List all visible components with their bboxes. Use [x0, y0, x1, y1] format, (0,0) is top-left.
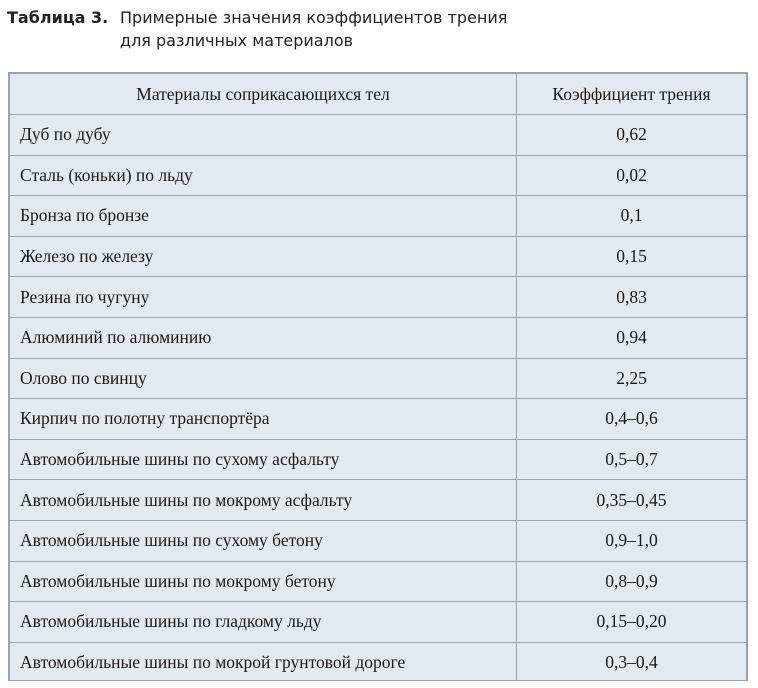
coefficient-cell: 0,15–0,20 — [517, 602, 747, 643]
material-cell: Олово по свинцу — [10, 358, 517, 399]
coefficient-cell: 0,62 — [517, 115, 747, 156]
coefficient-cell: 0,35–0,45 — [517, 480, 747, 521]
coefficient-cell: 0,5–0,7 — [517, 439, 747, 480]
caption-title-line1: Примерные значения коэффициентов трения — [120, 8, 508, 27]
table-row — [10, 520, 747, 561]
coefficient-cell: 0,8–0,9 — [517, 561, 747, 602]
table-row — [10, 480, 747, 521]
coefficient-cell: 0,02 — [517, 155, 747, 196]
material-cell: Автомобильные шины по мокрой грунтовой дороге — [10, 642, 517, 681]
table-row — [10, 358, 747, 399]
caption-title-line2: для различных материалов — [120, 31, 354, 50]
table-row — [10, 196, 747, 237]
coefficient-cell: 0,9–1,0 — [517, 520, 747, 561]
table-row — [10, 155, 747, 196]
material-cell: Резина по чугуну — [10, 277, 517, 318]
header-materials: Материалы соприкасающихся тел — [10, 74, 517, 115]
material-cell: Дуб по дубу — [10, 115, 517, 156]
table-row — [10, 115, 747, 156]
material-cell: Автомобильные шины по мокрому асфальту — [10, 480, 517, 521]
table-body — [10, 115, 747, 682]
table-row — [10, 602, 747, 643]
material-cell: Автомобильные шины по сухому бетону — [10, 520, 517, 561]
table-row — [10, 439, 747, 480]
material-cell: Бронза по бронзе — [10, 196, 517, 237]
table-row — [10, 317, 747, 358]
table-caption — [7, 6, 507, 52]
table-row — [10, 399, 747, 440]
coefficient-cell: 0,83 — [517, 277, 747, 318]
coefficient-cell: 2,25 — [517, 358, 747, 399]
material-cell: Автомобильные шины по гладкому льду — [10, 602, 517, 643]
header-coefficient: Коэффициент трения — [517, 74, 747, 115]
material-cell: Алюминий по алюминию — [10, 317, 517, 358]
material-cell: Железо по железу — [10, 236, 517, 277]
coefficient-cell: 0,94 — [517, 317, 747, 358]
table-row — [10, 561, 747, 602]
table-header-row — [10, 74, 747, 115]
friction-table — [9, 73, 747, 681]
material-cell: Кирпич по полотну транспортёра — [10, 399, 517, 440]
material-cell: Сталь (коньки) по льду — [10, 155, 517, 196]
coefficient-cell: 0,4–0,6 — [517, 399, 747, 440]
caption-label: Таблица 3. — [7, 8, 109, 27]
coefficient-cell: 0,1 — [517, 196, 747, 237]
material-cell: Автомобильные шины по сухому асфальту — [10, 439, 517, 480]
coefficient-cell: 0,15 — [517, 236, 747, 277]
friction-table-container — [8, 72, 748, 681]
table-row — [10, 642, 747, 681]
material-cell: Автомобильные шины по мокрому бетону — [10, 561, 517, 602]
coefficient-cell: 0,3–0,4 — [517, 642, 747, 681]
table-row — [10, 277, 747, 318]
table-row — [10, 236, 747, 277]
